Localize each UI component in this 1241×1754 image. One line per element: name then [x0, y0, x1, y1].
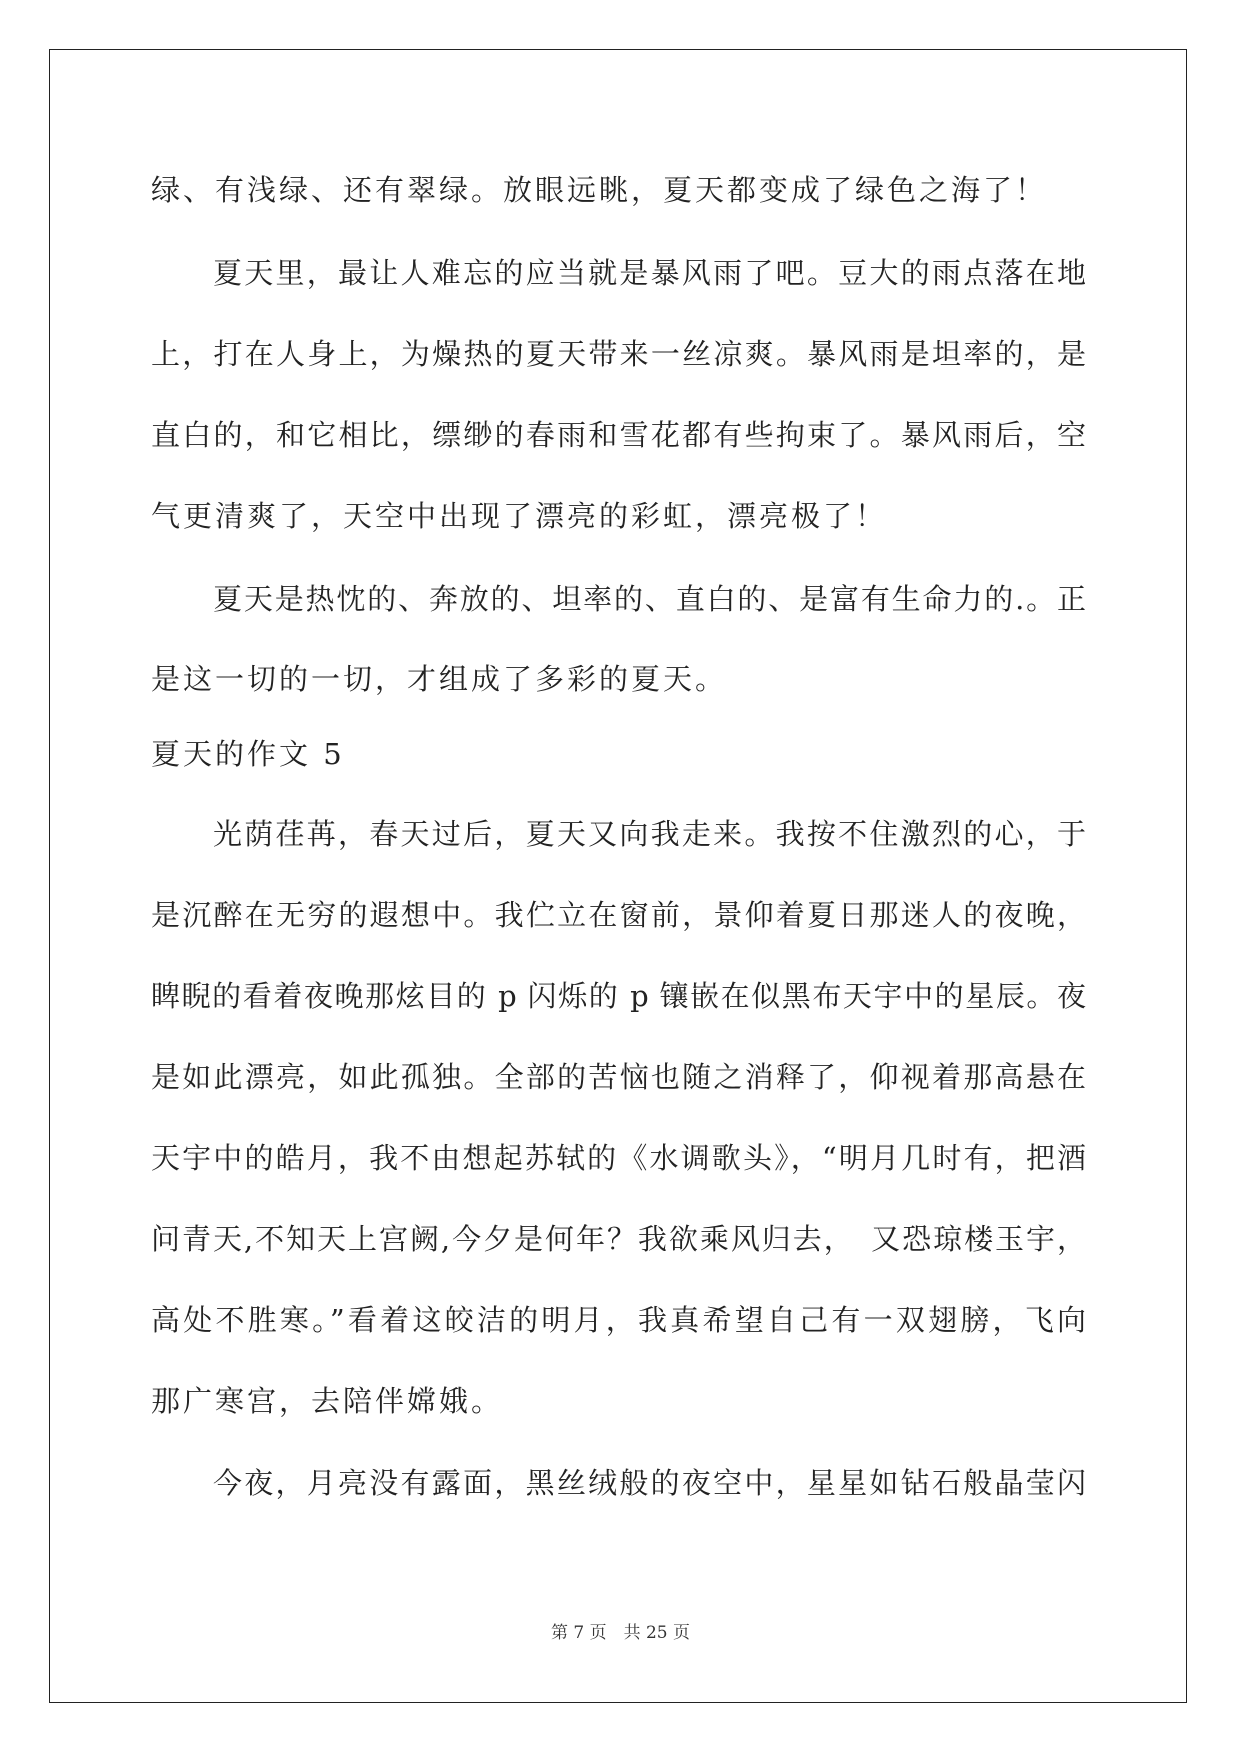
text-line: 绿、有浅绿、还有翠绿。放眼远眺，夏天都变成了绿色之海了！	[151, 173, 1048, 207]
text-line: 直白的，和它相比，缥缈的春雨和雪花都有些拘束了。暴风雨后，空	[151, 418, 1086, 452]
text-line: 高处不胜寒。”看着这皎洁的明月，我真希望自己有一双翅膀，飞向	[151, 1303, 1086, 1337]
text-line: 是如此漂亮，如此孤独。全部的苦恼也随之消释了，仰视着那高悬在	[151, 1060, 1086, 1094]
text-line: 是这一切的一切，才组成了多彩的夏天。	[151, 662, 728, 696]
text-line: 天宇中的皓月，我不由想起苏轼的《水调歌头》，“明月几时有，把酒	[151, 1141, 1086, 1175]
paragraph-start: 光荫荏苒，春天过后，夏天又向我走来。我按不住激烈的心，于	[213, 817, 1086, 851]
paragraph-start: 夏天是热忱的、奔放的、坦率的、直白的、是富有生命力的.。正	[213, 582, 1086, 616]
text-line: 气更清爽了，天空中出现了漂亮的彩虹，漂亮极了！	[151, 499, 888, 533]
page-border	[49, 49, 1187, 1703]
paragraph-start: 今夜，月亮没有露面，黑丝绒般的夜空中，星星如钻石般晶莹闪	[213, 1466, 1086, 1500]
section-heading: 夏天的作文 5	[151, 737, 345, 771]
text-line: 睥睨的看着夜晚那炫目的 p 闪烁的 p 镶嵌在似黑布天宇中的星辰。夜	[151, 979, 1086, 1013]
text-line: 那广寒宫，去陪伴嫦娥。	[151, 1384, 504, 1418]
page-number-footer: 第 7 页 共 25 页	[550, 1623, 691, 1643]
text-line: 问青天,不知天上宫阙,今夕是何年？我欲乘风归去， 又恐琼楼玉宇，	[151, 1222, 1086, 1256]
text-line: 是沉醉在无穷的遐想中。我伫立在窗前，景仰着夏日那迷人的夜晚，	[151, 898, 1086, 932]
paragraph-start: 夏天里，最让人难忘的应当就是暴风雨了吧。豆大的雨点落在地	[213, 256, 1086, 290]
text-line: 上，打在人身上，为燥热的夏天带来一丝凉爽。暴风雨是坦率的，是	[151, 337, 1086, 371]
